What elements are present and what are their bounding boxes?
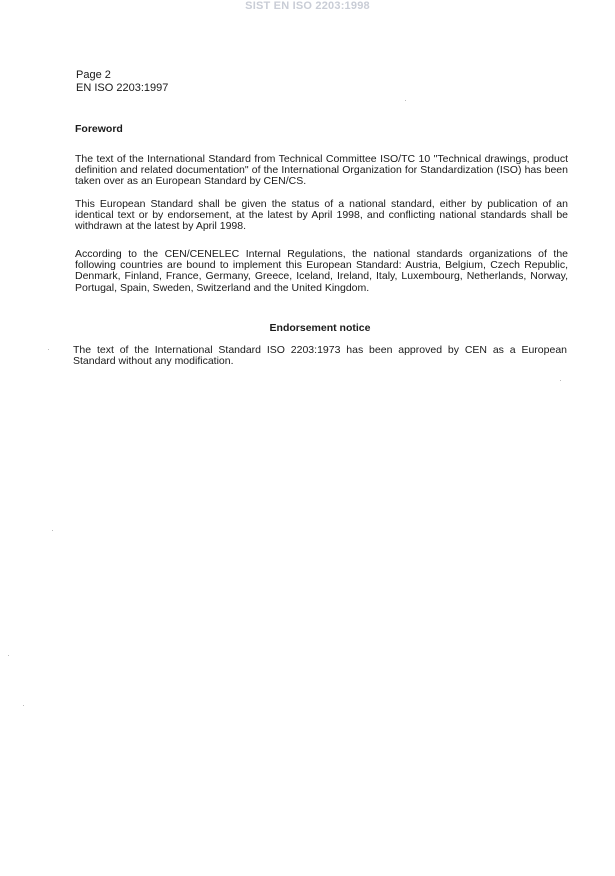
scan-speck xyxy=(48,349,49,350)
foreword-paragraph-3: According to the CEN/CENELEC Internal Regulations, the national standards organizations of the following countries are bound to implement this European Standard: Austria, Belgium, Czech Republic, Denmark, Finland, France, Germany, Greece, Iceland, Ireland, Italy, Luxembourg, Netherlands, Norway, Portugal, Spain, Sweden, Switzerland and the United Kingdom. xyxy=(75,248,568,294)
foreword-paragraph-1: The text of the International Standard from Technical Committee ISO/TC 10 "Technical drawings, product definition and related documentation" of the International Organization for Standardization (ISO) has been taken over as an European Standard by CEN/CS. xyxy=(75,153,568,188)
foreword-paragraph-2: This European Standard shall be given the status of a national standard, either by publication of an identical text or by endorsement, at the latest by April 1998, and conflicting national standards shall be withdrawn at the latest by April 1998. xyxy=(75,198,568,233)
scan-speck xyxy=(23,705,24,706)
page-number: Page 2 xyxy=(76,69,111,81)
scan-speck xyxy=(560,380,561,381)
endorsement-text: The text of the International Standard ISO 2203:1973 has been approved by CEN as a European Standard without any modification. xyxy=(73,344,567,368)
foreword-heading: Foreword xyxy=(75,123,123,135)
endorsement-heading: Endorsement notice xyxy=(269,322,371,334)
page-header xyxy=(76,69,168,95)
watermark-title: SIST EN ISO 2203:1998 xyxy=(245,0,370,12)
standard-reference: EN ISO 2203:1997 xyxy=(76,82,169,94)
scan-speck xyxy=(405,100,406,101)
scan-speck xyxy=(8,655,9,656)
scan-speck xyxy=(52,530,53,531)
